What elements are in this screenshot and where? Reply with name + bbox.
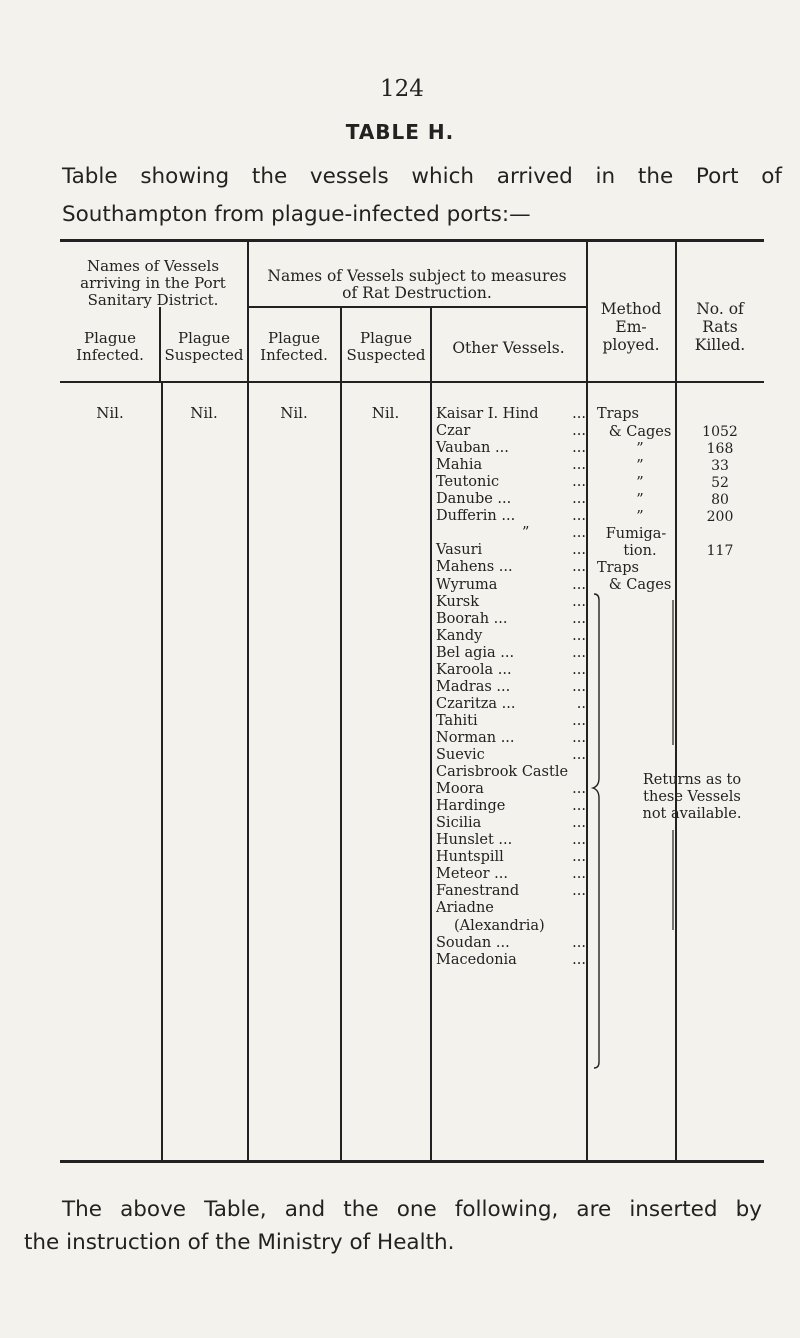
header-subject: Names of Vessels subject to measures of Rat Destruction. xyxy=(267,267,567,302)
returns-note: Returns as to these Vessels not available. xyxy=(642,772,742,822)
header-arriving: Names of Vessels arriving in the Port Sanitary District. xyxy=(80,257,226,309)
table-title: TABLE H. xyxy=(345,120,455,144)
vessel-row xyxy=(436,815,586,832)
vessel-row xyxy=(436,628,586,645)
vessel-row xyxy=(436,662,586,679)
leader-dots: ... xyxy=(572,934,586,951)
leader-dots: ... xyxy=(572,781,586,798)
vessel-name: Dufferin ... xyxy=(436,508,516,525)
header-col-4: Plague Suspected xyxy=(346,329,426,364)
leader-dots: .. xyxy=(576,695,586,712)
vessel-row xyxy=(436,474,586,491)
method-ditto-4: ” xyxy=(636,492,644,508)
header-col-3: Plague Infected. xyxy=(260,329,328,364)
leader-dots: ... xyxy=(572,798,586,815)
vessel-row xyxy=(436,491,586,508)
vessel-name: Moora xyxy=(436,781,484,798)
leader-dots: ... xyxy=(572,729,586,746)
vessel-row xyxy=(436,713,586,730)
leader-dots: ... xyxy=(572,866,586,883)
method-fumigation-2: tion. xyxy=(623,543,657,559)
vessel-name: Karoola ... xyxy=(436,661,512,678)
vessel-row xyxy=(436,918,586,935)
leader-dots: ... xyxy=(572,576,586,593)
vessel-name: Mahens ... xyxy=(436,559,513,576)
leader-dots: ... xyxy=(572,508,586,525)
vessel-name: Vauban ... xyxy=(436,440,509,457)
vessel-name: Hunslet ... xyxy=(436,832,513,849)
vessel-name: Kaisar I. Hind xyxy=(436,406,539,422)
leader-dots: ... xyxy=(572,440,586,457)
vessel-row xyxy=(436,645,586,662)
method-ditto-5: ” xyxy=(636,509,644,525)
vessel-row xyxy=(436,696,586,713)
subheader-rule xyxy=(248,306,586,308)
method-fumigation-1: Fumiga- xyxy=(605,526,667,542)
vessel-row xyxy=(436,832,586,849)
nil-col-4: Nil. xyxy=(371,404,400,422)
rats-value: 52 xyxy=(711,475,729,491)
leader-dots: ... xyxy=(572,593,586,610)
vessel-row xyxy=(436,577,586,594)
vessel-row xyxy=(436,798,586,815)
vessel-row xyxy=(436,559,586,576)
body-divider-4 xyxy=(430,382,432,1160)
vessel-name: Mahia xyxy=(436,457,483,474)
vessel-name: Boorah ... xyxy=(436,610,508,627)
leader-dots: ... xyxy=(572,712,586,729)
vessel-name: Madras ... xyxy=(436,678,511,695)
vessel-row xyxy=(436,525,586,542)
rats-value: 200 xyxy=(706,509,734,525)
vessel-name: Fanestrand xyxy=(436,883,520,900)
footer-line-1: The above Table, and the one following, are inserted by xyxy=(62,1197,762,1222)
rats-value: 117 xyxy=(706,543,734,559)
vessel-row xyxy=(436,781,586,798)
vessel-row xyxy=(436,866,586,883)
vessel-row xyxy=(436,747,586,764)
vessel-row xyxy=(436,900,586,917)
rats-value: 80 xyxy=(711,492,729,508)
body-divider-1 xyxy=(161,382,163,1160)
vessel-row xyxy=(436,406,586,423)
leader-dots: ... xyxy=(572,747,586,763)
vessel-row xyxy=(436,935,586,952)
method-traps-2: Traps xyxy=(597,560,639,576)
vessel-row xyxy=(436,542,586,559)
leader-dots: ... xyxy=(572,525,586,542)
vessel-name: Czaritza ... xyxy=(436,695,516,712)
leader-dots: ... xyxy=(572,406,586,422)
leader-dots: ... xyxy=(572,474,586,491)
leader-dots: ... xyxy=(572,627,586,644)
vessel-name: Danube ... xyxy=(436,491,512,508)
vessel-row xyxy=(436,611,586,628)
method-traps: Traps xyxy=(597,406,639,422)
header-col-2: Plague Suspected xyxy=(164,329,244,364)
footer-line-2: the instruction of the Ministry of Health. xyxy=(24,1230,455,1255)
leader-dots: ... xyxy=(572,832,586,849)
vessel-name: Huntspill xyxy=(436,849,504,866)
vessel-name: Carisbrook Castle xyxy=(436,764,569,781)
vessel-row xyxy=(436,594,586,611)
vessel-name: Suevic xyxy=(436,747,485,763)
footer-note xyxy=(24,1193,762,1259)
vessel-name: Bel agia ... xyxy=(436,644,515,661)
table-caption xyxy=(62,158,782,234)
leader-dots: ... xyxy=(572,815,586,832)
vessel-row xyxy=(436,679,586,696)
vessel-name: Meteor ... xyxy=(436,866,508,883)
header-bottom-rule-2 xyxy=(430,381,764,383)
header-method: Method Em- ployed. xyxy=(600,300,662,354)
method-ditto-3: ” xyxy=(636,475,644,491)
vessel-name: Sicilia xyxy=(436,815,482,832)
leader-dots: ... xyxy=(572,610,586,627)
leader-dots: ... xyxy=(572,644,586,661)
table-top-rule xyxy=(60,239,764,242)
method-ditto-1: ” xyxy=(636,441,644,457)
vessel-row xyxy=(436,849,586,866)
vessel-name: Soudan ... xyxy=(436,934,510,951)
vessel-name: Norman ... xyxy=(436,729,515,746)
table-bottom-rule xyxy=(60,1160,764,1163)
body-divider-2 xyxy=(247,382,249,1160)
vessel-name: ” xyxy=(522,525,530,542)
vessel-name: (Alexandria) xyxy=(454,917,545,934)
leader-dots: ... xyxy=(572,951,586,968)
vessel-row xyxy=(436,423,586,440)
header-bottom-rule-1 xyxy=(60,381,430,383)
vessel-name: Vasuri xyxy=(436,542,483,559)
leader-dots: ... xyxy=(572,849,586,866)
caption-line-2: Southampton from plague-infected ports:— xyxy=(62,202,531,227)
rats-value: 33 xyxy=(711,458,729,474)
caption-line-1: Table showing the vessels which arrived in the Port of xyxy=(62,164,782,189)
vessel-name: Macedonia xyxy=(436,951,517,968)
vessel-row xyxy=(436,730,586,747)
leader-dots: ... xyxy=(572,491,586,508)
nil-col-3: Nil. xyxy=(280,404,308,422)
leader-dots: ... xyxy=(572,457,586,474)
nil-col-1: Nil. xyxy=(96,404,124,422)
method-cages-2: & Cages xyxy=(608,577,672,593)
vessel-name: Ariadne xyxy=(436,900,494,917)
vessel-row xyxy=(436,883,586,900)
vessel-name: Czar xyxy=(436,423,471,440)
vessel-row xyxy=(436,440,586,457)
vessel-row xyxy=(436,764,586,781)
leader-dots: ... xyxy=(572,678,586,695)
leader-dots: ... xyxy=(572,542,586,559)
vessel-name: Wyruma xyxy=(436,576,498,593)
header-col-5: Other Vessels. xyxy=(452,339,565,357)
vessel-row xyxy=(436,508,586,525)
page-number: 124 xyxy=(380,76,424,102)
rats-value: 1052 xyxy=(702,424,738,440)
rats-value: 168 xyxy=(706,441,734,457)
leader-dots: ... xyxy=(572,559,586,576)
header-rats: No. of Rats Killed. xyxy=(694,300,746,354)
leader-dots: ... xyxy=(572,423,586,440)
method-cages: & Cages xyxy=(608,424,672,440)
vessel-row xyxy=(436,457,586,474)
vessel-name: Kandy xyxy=(436,627,483,644)
vessel-name: Kursk xyxy=(436,593,480,610)
vessel-name: Hardinge xyxy=(436,798,506,815)
header-col-1: Plague Infected. xyxy=(76,329,144,364)
method-ditto-2: ” xyxy=(636,458,644,474)
vessel-name: Tahiti xyxy=(436,712,478,729)
leader-dots: ... xyxy=(572,661,586,678)
vessel-name: Teutonic xyxy=(436,474,500,491)
returns-vertical-rule xyxy=(670,600,676,1100)
nil-col-2: Nil. xyxy=(190,404,218,422)
returns-brace xyxy=(588,592,608,1072)
vessel-row xyxy=(436,952,586,969)
leader-dots: ... xyxy=(572,883,586,900)
body-divider-3 xyxy=(340,382,342,1160)
